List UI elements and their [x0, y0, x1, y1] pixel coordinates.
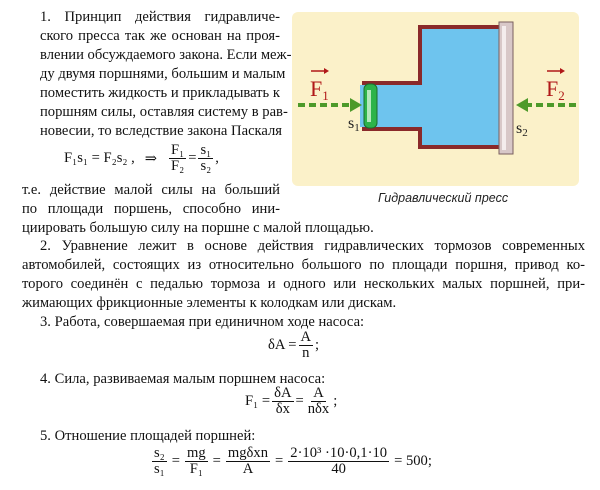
- formula-force: [245, 386, 337, 417]
- denominator: n: [302, 345, 310, 361]
- numerator: mgδxn: [227, 445, 269, 461]
- equals-sign: =: [275, 453, 284, 469]
- text-line: 2. Уравнение лежит в основе действия гидравлических тормозов современных: [40, 238, 585, 254]
- denominator: δx: [275, 401, 290, 417]
- numerator: F₁: [171, 142, 185, 158]
- formula-area-ratio: [150, 446, 432, 477]
- hydraulic-press-diagram: [292, 12, 579, 186]
- numerator: mg: [187, 445, 206, 461]
- fraction: [299, 330, 314, 361]
- denominator: F₂: [171, 158, 185, 174]
- denominator: s₂: [200, 158, 212, 174]
- fraction: [185, 446, 208, 477]
- text-line: циировать большую силу на поршне с малой площадью.: [22, 220, 374, 236]
- formula-pascal: [64, 143, 219, 174]
- hydraulic-press-figure: [292, 12, 579, 186]
- label-f1: F1: [310, 76, 329, 103]
- fraction: [226, 446, 270, 477]
- implies-symbol: ⇒: [144, 150, 158, 167]
- equals-sign: =: [188, 150, 197, 166]
- numerator: A: [313, 385, 324, 401]
- numerator: s₂: [154, 445, 165, 461]
- formula-result: = 500;: [394, 453, 432, 469]
- paragraph-3: 3. Работа, совершаемая при единичном ходе насоса:: [40, 314, 365, 330]
- numerator: A: [300, 329, 312, 345]
- equals-sign: =: [171, 453, 181, 469]
- formula-lhs: F₁s₁ = F₂s₂ ,: [64, 150, 135, 166]
- paragraph-4: 4. Сила, развиваемая малым поршнем насоса:: [40, 371, 326, 387]
- fraction: [306, 386, 331, 417]
- formula-lhs: δA =: [268, 337, 297, 353]
- text-line: поршням силы, оставляя систему в рав-: [40, 104, 288, 120]
- numerator: δA: [274, 385, 292, 401]
- text-line: жимающих фрикционные элементы к колодкам или дискам.: [22, 295, 397, 311]
- denominator: 40: [331, 461, 346, 477]
- label-s1: s1: [348, 115, 360, 134]
- formula-lhs: F₁ =: [245, 393, 271, 409]
- text-line: автомобилей, состоящих из относительно большого по площади поршня, привод ко-: [22, 257, 585, 273]
- text-line: по площади поршень, способно ини-: [22, 201, 280, 217]
- figure-caption: Гидравлический пресс: [378, 191, 509, 205]
- label-f2: F2: [546, 76, 565, 103]
- text-line: т.е. действие малой силы на больший: [22, 182, 280, 198]
- large-piston-highlight: [502, 26, 506, 150]
- fraction: [152, 446, 167, 477]
- denominator: nδx: [307, 401, 330, 417]
- punctuation: ;: [333, 393, 338, 409]
- fraction: [288, 446, 389, 477]
- punctuation: ;: [315, 337, 320, 353]
- punctuation: ,: [215, 150, 219, 166]
- label-s2: s2: [516, 120, 528, 139]
- fraction: [198, 143, 213, 174]
- numerator: 2·10³ ·10·0,1·10: [290, 445, 388, 461]
- small-piston-highlight: [367, 90, 371, 122]
- text-line: новесии, то вследствие закона Паскаля: [40, 123, 283, 139]
- denominator: A: [242, 461, 254, 477]
- text-line: ду двумя поршнями, большим и малым: [40, 66, 286, 82]
- fraction: [169, 143, 186, 174]
- text-line: ского пресса так же основан на проя-: [40, 28, 280, 44]
- numerator: s₁: [200, 142, 212, 158]
- formula-work: [268, 330, 319, 361]
- text-line: влении обсуждаемого закона. Если меж-: [40, 47, 292, 63]
- text-line: 1. Принцип действия гидравличе-: [40, 9, 280, 25]
- paragraph-5: 5. Отношение площадей поршней:: [40, 428, 256, 444]
- denominator: s₁: [154, 461, 165, 477]
- denominator: F₁: [189, 461, 203, 477]
- fraction: [272, 386, 293, 417]
- equals-sign: =: [212, 453, 221, 469]
- text-line: поместить жидкость и прикладывать к: [40, 85, 280, 101]
- text-line: торого соединён с педалью тормоза и одного или нескольких малых поршней, при-: [22, 276, 585, 292]
- equals-sign: =: [295, 393, 304, 409]
